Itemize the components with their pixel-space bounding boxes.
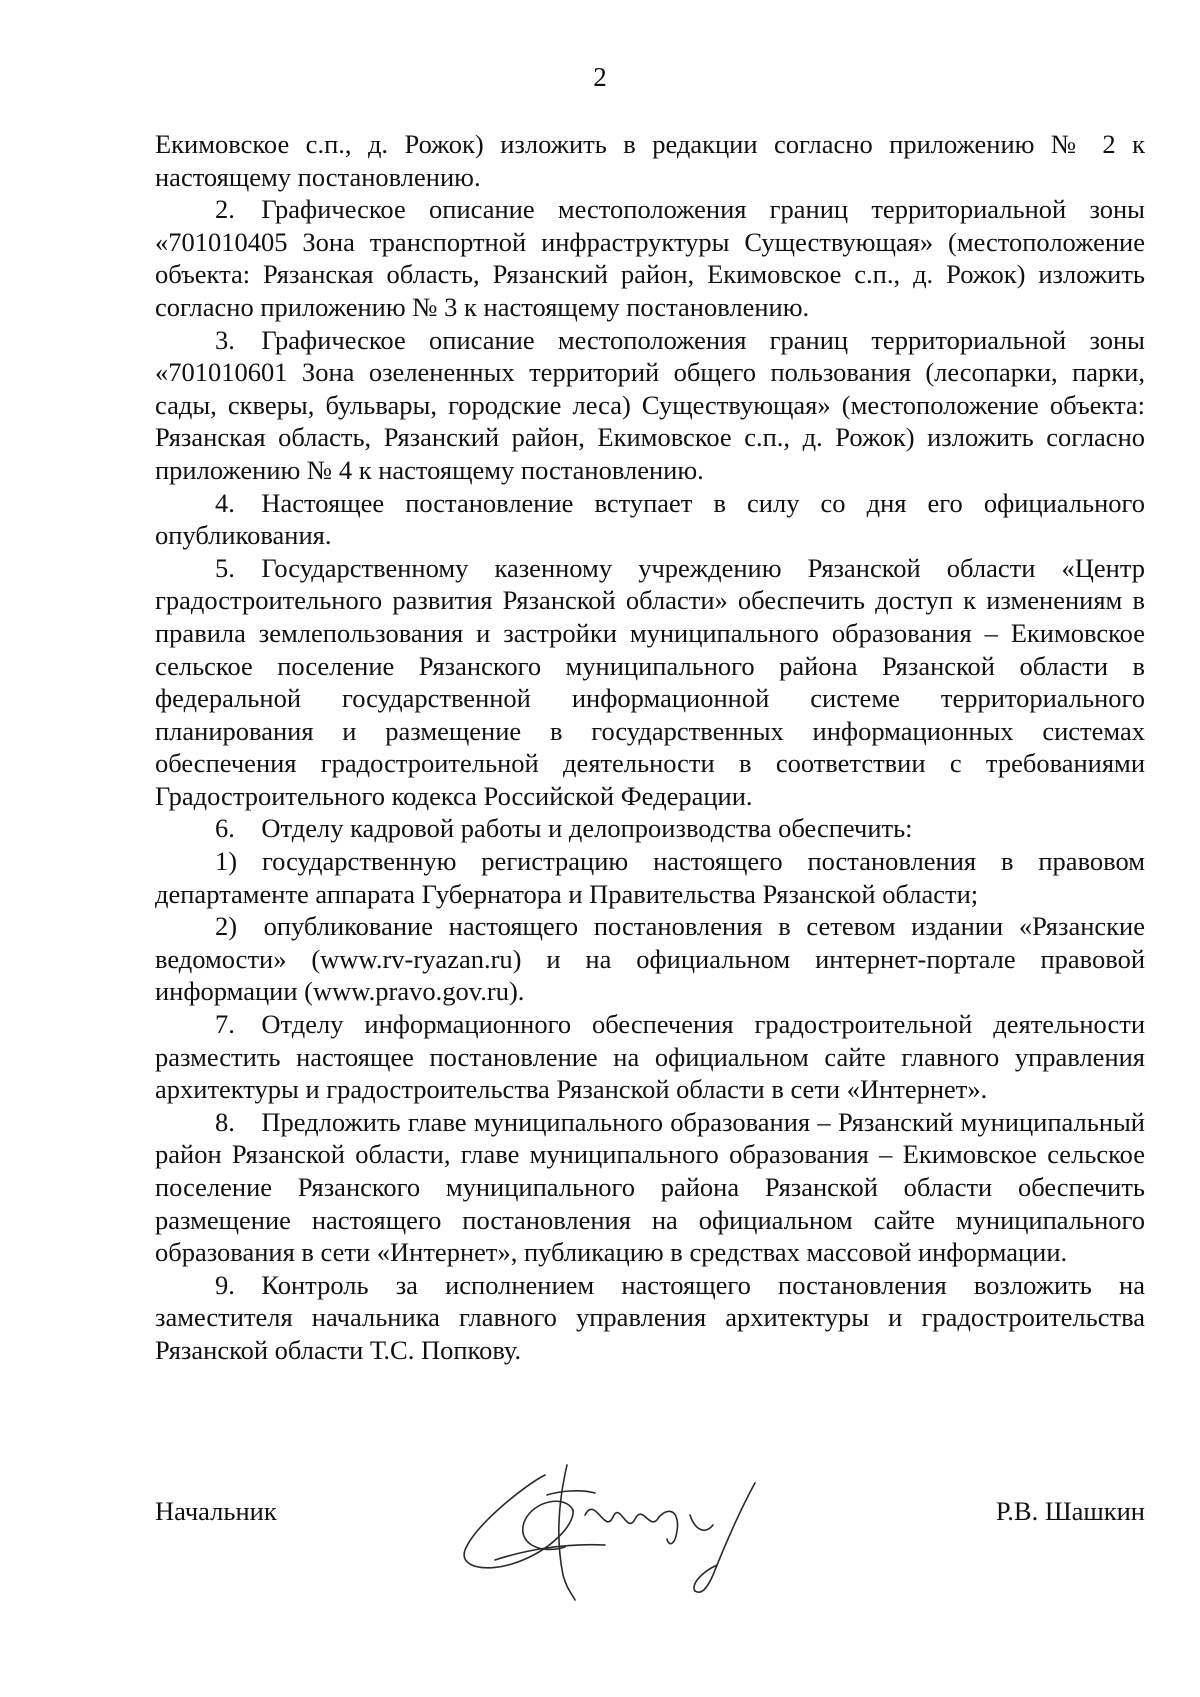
paragraph-subitem-6-2: 2) опубликование настоящего постановления в сетевом издании «Рязанские ведомости» (www.rv-ryazan.ru) и на официальном интернет-портале правовой информации (www.pravo.gov.ru).: [155, 911, 1145, 1007]
paragraph-continuation: Екимовское с.п., д. Рожок) изложить в редакции согласно приложению № 2 к настоящему постановлению.: [155, 129, 1145, 192]
paragraph-item-5: 5. Государственному казенному учреждению Рязанской области «Центр градостроительного развития Рязанской области» обеспечить доступ к изменениям в правила землепользования и застройки муниципального образования – Екимовское сельское поселение Рязанского муниципального района Рязанской области в федеральной государственной информационной системе территориального планирования и размещение в государственных информационных системах обеспечения градостроительной деятельности в соответствии с требованиями Градостроительного кодекса Российской Федерации.: [155, 552, 1145, 811]
signature-block: [155, 1495, 1145, 1535]
paragraph-item-4: 4. Настоящее постановление вступает в силу со дня его официального опубликования.: [155, 487, 1145, 551]
paragraph-subitem-6-1: 1) государственную регистрацию настоящего постановления в правовом департаменте аппарата Губернатора и Правительства Рязанской области;: [155, 846, 1145, 909]
paragraph-item-6: 6. Отделу кадровой работы и делопроизводства обеспечить:: [215, 813, 913, 844]
document-body: [155, 128, 1145, 1367]
paragraph-item-8: 8. Предложить главе муниципального образования – Рязанский муниципальный район Рязанской области, главе муниципального образования – Екимовское сельское поселение Рязанского муниципального района Рязанской области обеспечить размещение настоящего постановления на официальном сайте муниципального образования в сети «Интернет», публикацию в средствах массовой информации.: [155, 1106, 1145, 1268]
page-number: 2: [593, 62, 607, 92]
paragraph-item-7: 7. Отделу информационного обеспечения градостроительной деятельности разместить настоящее постановление на официальном сайте главного управления архитектуры и градостроительства Рязанской области в сети «Интернет».: [155, 1009, 1145, 1105]
paragraph-item-2: 2. Графическое описание местоположения границ территориальной зоны «701010405 Зона транспортной инфраструктуры Существующая» (местоположение объекта: Рязанская область, Рязанский район, Екимовское с.п., д. Рожок) изложить согласно приложению № 3 к настоящему постановлению.: [155, 194, 1145, 322]
signer-position: Начальник: [155, 1496, 277, 1526]
paragraph-item-3: 3. Графическое описание местоположения границ территориальной зоны «701010601 Зона озелененных территорий общего пользования (лесопарки, парки, сады, скверы, бульвары, городские леса) Существующая» (местоположение объекта: Рязанская область, Рязанский район, Екимовское с.п., д. Рожок) изложить согласно приложению № 4 к настоящему постановлению.: [155, 324, 1145, 485]
signer-name: Р.В. Шашкин: [995, 1496, 1145, 1526]
paragraph-item-9: 9. Контроль за исполнением настоящего постановления возложить на заместителя начальника главного управления архитектуры и градостроительства Рязанской области Т.С. Попкову.: [155, 1269, 1145, 1365]
